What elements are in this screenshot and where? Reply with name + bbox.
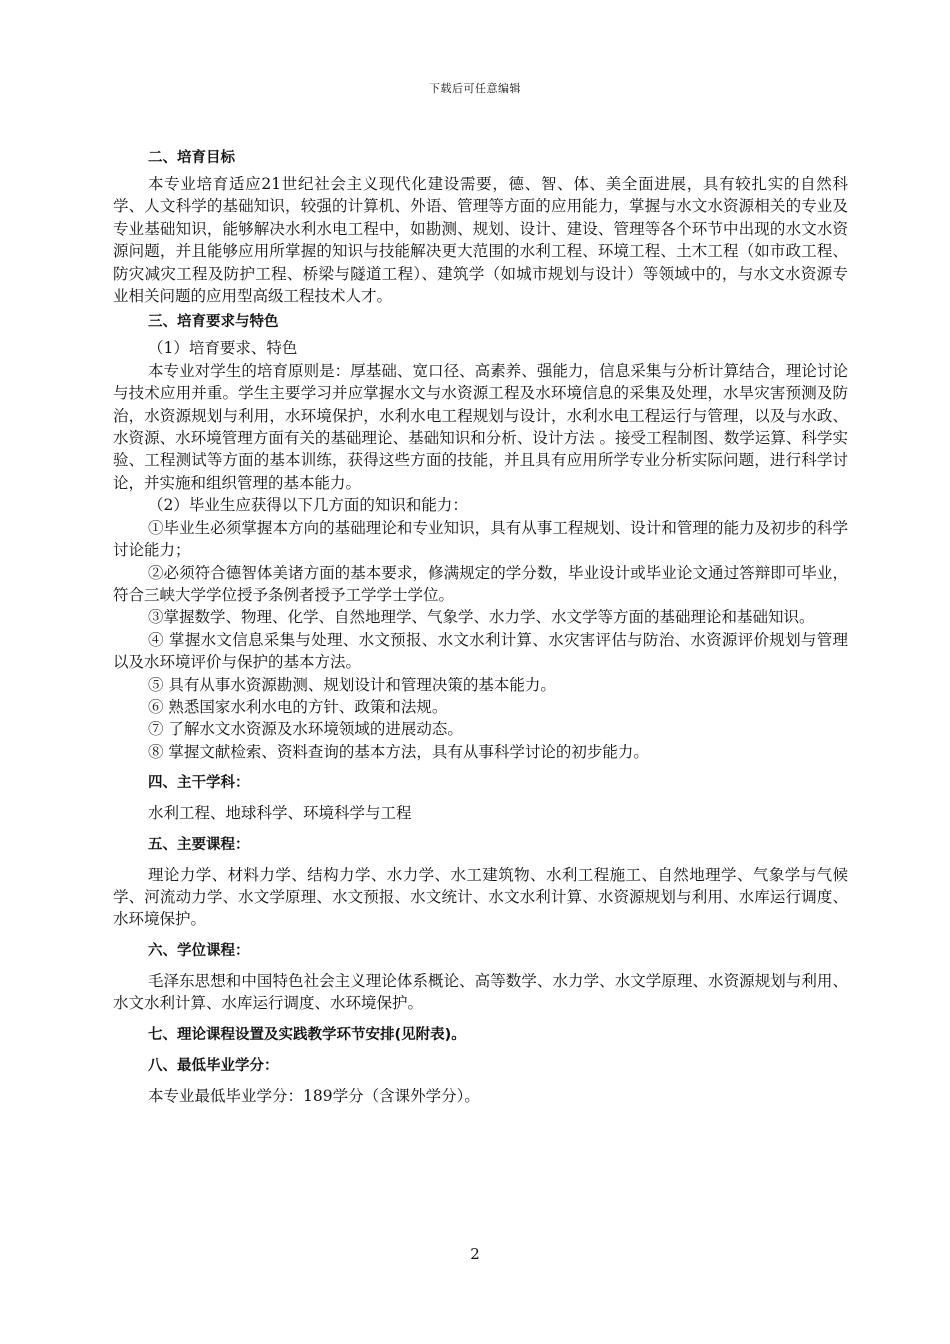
ability-item-3: ③掌握数学、物理、化学、自然地理学、气象学、水力学、水文学等方面的基础理论和基础知识。 xyxy=(148,608,815,627)
paragraph-main-courses: 理论力学、材料力学、结构力学、水力学、水工建筑物、水利工程施工、自然地理学、气象学与气候学、河流动力学、水文学原理、水文预报、水文统计、水文水利计算、水资源规划与利用、水库运行调度、水环境保护。 xyxy=(113,865,848,929)
paragraph-main-disciplines: 水利工程、地球科学、环境科学与工程 xyxy=(148,804,412,823)
ability-item-2: ②必须符合德智体美诸方面的基本要求，修满规定的学分数，毕业设计或毕业论文通过答辩即可毕业，符合三峡大学学位授予条例者授予工学学士学位。 xyxy=(113,563,848,604)
section-heading-goals: 二、培育目标 xyxy=(148,150,235,166)
ability-item-1: ①毕业生必须掌握本方向的基础理论和专业知识，具有从事工程规划、设计和管理的能力及初步的科学讨论能力； xyxy=(113,518,848,560)
section-heading-requirements: 三、培育要求与特色 xyxy=(148,314,279,331)
section-heading-degree-courses: 六、学位课程： xyxy=(148,942,250,959)
ability-item-4: ④ 掌握水文信息采集与处理、水文预报、水文水利计算、水灾害评估与防治、水资源评价规划与管理以及水环境评价与保护的基本方法。 xyxy=(113,630,848,672)
page-number: 2 xyxy=(470,1245,480,1263)
paragraph-degree-courses: 毛泽东思想和中国特色社会主义理论体系概论、高等数学、水力学、水文学原理、水资源规划与利用、水文水利计算、水库运行调度、水环境保护。 xyxy=(113,971,848,1013)
section-heading-main-disciplines: 四、主干学科： xyxy=(148,775,250,792)
paragraph-goals: 本专业培育适应21世纪社会主义现代化建设需要，德、智、体、美全面进展，具有较扎实的自然科学、人文科学的基础知识，较强的计算机、外语、管理等方面的应用能力，掌握与水文水资源相关的专业及专业基础知识，能够解决水利水电工程中，如勘测、规划、设计、建设、管理等各个环节中出现的水文水资源问题，并且能够应用所掌握的知识与技能解决更大范围的水利工程、环境工程、土木工程（如市政工程、防灾减灾工程及防护工程、桥梁与隧道工程）、建筑学（如城市规划与设计）等领域中的，与水文水资源专业相关问题的应用型高级工程技术人才。 xyxy=(113,175,848,306)
ability-item-8: ⑧ 掌握文献检索、资料查询的基本方法，具有从事科学讨论的初步能力。 xyxy=(148,742,649,761)
ability-item-6: ⑥ 熟悉国家水利水电的方针、政策和法规。 xyxy=(148,697,448,716)
section-heading-curriculum: 七、理论课程设置及实践教学环节安排(见附表)。 xyxy=(148,1026,466,1043)
ability-item-7: ⑦ 了解水文水资源及水环境领域的进展动态。 xyxy=(148,720,463,739)
subheading-abilities: （2）毕业生应获得以下几方面的知识和能力： xyxy=(148,496,468,515)
section-heading-min-credits: 八、最低毕业学分： xyxy=(148,1057,279,1074)
subheading-requirements: （1）培育要求、特色 xyxy=(148,339,298,358)
section-heading-main-courses: 五、主要课程： xyxy=(148,836,250,853)
paragraph-requirements: 本专业对学生的培育原则是：厚基础、宽口径、高素养、强能力，信息采集与分析计算结合，理论讨论与技术应用并重。学生主要学习并应掌握水文与水资源工程及水环境信息的采集及处理，水旱灾害预测及防治，水资源规划与利用，水环境保护，水利水电工程规划与设计，水利水电工程运行与管理，以及与水政、水资源、水环境管理方面有关的基础理论、基础知识和分析、设计方法 。接受工程制图、数学运算、科学实验、工程测试等方面的基本训练，获得这些方面的技能，并且具有应用所学专业分析实际问题，进行科学讨论，并实施和组织管理的基本能力。 xyxy=(113,361,848,492)
page-header: 下载后可任意编辑 xyxy=(429,82,521,95)
paragraph-min-credits: 本专业最低毕业学分：189学分（含课外学分）。 xyxy=(148,1086,480,1105)
document-body xyxy=(113,143,848,1107)
ability-item-5: ⑤ 具有从事水资源勘测、规划设计和管理决策的基本能力。 xyxy=(148,675,556,694)
